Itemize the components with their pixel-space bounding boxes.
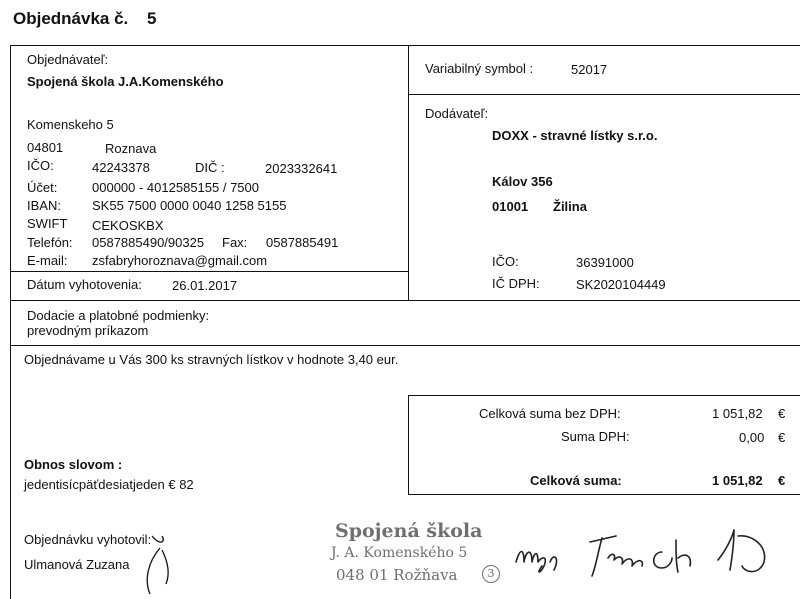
divider-vertical (408, 45, 409, 300)
orderer-iban-label: IBAN: (27, 198, 61, 213)
total-label: Celková suma: (530, 473, 622, 488)
divider-terms (10, 345, 800, 346)
stamp-line2: J. A. Komenského 5 (331, 545, 468, 561)
stamp-line3: 048 01 Rožňava (336, 566, 458, 584)
order-number: 5 (147, 9, 157, 28)
orderer-email-label: E-mail: (27, 253, 68, 268)
net-currency: € (778, 406, 786, 421)
net-value: 1 051,82 (712, 406, 763, 421)
date-label: Dátum vyhotovenia: (27, 277, 142, 292)
vat-value: 0,00 (739, 430, 765, 445)
orderer-name: Spojená škola J.A.Komenského (27, 74, 224, 89)
orderer-zip: 04801 (27, 140, 64, 155)
orderer-heading: Objednávateľ: (27, 52, 109, 67)
order-text: Objednávame u Vás 300 ks stravných lístkov v hodnote 3,40 eur. (24, 352, 399, 367)
orderer-email: zsfabryhoroznava@gmail.com (92, 253, 268, 268)
divider-date-bottom (10, 300, 800, 301)
supplier-zip: 01001 (492, 199, 529, 214)
signature-handwriting (512, 518, 782, 588)
variable-symbol-label: Variabilný symbol : (425, 61, 534, 76)
orderer-iban: SK55 7500 0000 0040 1258 5155 (92, 198, 287, 213)
date-value: 26.01.2017 (172, 278, 238, 293)
vat-currency: € (778, 430, 786, 445)
order-title-label: Objednávka č. (13, 9, 129, 28)
orderer-street: Komenskeho 5 (27, 117, 114, 132)
supplier-ico-label: IČO: (492, 254, 519, 269)
supplier-street: Kálov 356 (492, 174, 553, 189)
orderer-ico-label: IČO: (27, 158, 54, 173)
order-title (13, 9, 156, 29)
supplier-city: Žilina (553, 199, 587, 214)
orderer-swift-label: SWIFT (27, 216, 68, 231)
divider-date-top (10, 271, 408, 272)
orderer-account: 000000 - 4012585155 / 7500 (92, 180, 259, 195)
frame-top (10, 45, 800, 46)
orderer-dic-label: DIČ : (195, 160, 225, 175)
total-currency: € (778, 473, 786, 488)
orderer-swift: CEKOSKBX (92, 218, 164, 233)
in-words-value: jedentisícpäťdesiatjeden € 82 (24, 477, 194, 492)
stamp-line1: Spojená škola (335, 520, 483, 542)
supplier-icdph: SK2020104449 (576, 277, 666, 292)
orderer-account-label: Účet: (27, 180, 58, 195)
orderer-fax: 0587885491 (266, 235, 339, 250)
in-words-label: Obnos slovom : (24, 457, 123, 472)
issued-by-name: Ulmanová Zuzana (24, 557, 130, 572)
divider-varsym (408, 94, 800, 95)
total-value: 1 051,82 (712, 473, 763, 488)
orderer-ico: 42243378 (92, 160, 150, 175)
orderer-city: Roznava (105, 141, 157, 156)
supplier-name: DOXX - stravné lístky s.r.o. (492, 128, 658, 143)
initials-mark (140, 532, 180, 598)
vat-label: Suma DPH: (561, 429, 630, 444)
supplier-ico: 36391000 (576, 255, 634, 270)
orderer-phone-label: Telefón: (27, 235, 73, 250)
orderer-dic: 2023332641 (265, 161, 338, 176)
orderer-phone: 0587885490/90325 (92, 235, 205, 250)
terms-value: prevodným príkazom (27, 323, 149, 338)
orderer-fax-label: Fax: (222, 235, 248, 250)
net-label: Celková suma bez DPH: (479, 406, 621, 421)
stamp-number-value: 3 (487, 567, 495, 580)
frame-left (10, 45, 11, 599)
supplier-icdph-label: IČ DPH: (492, 276, 540, 291)
issued-by-label: Objednávku vyhotovil: (24, 532, 152, 547)
terms-heading: Dodacie a platobné podmienky: (27, 308, 210, 323)
supplier-heading: Dodávateľ: (425, 106, 489, 121)
variable-symbol-value: 52017 (571, 62, 608, 77)
stamp-number (482, 565, 500, 583)
